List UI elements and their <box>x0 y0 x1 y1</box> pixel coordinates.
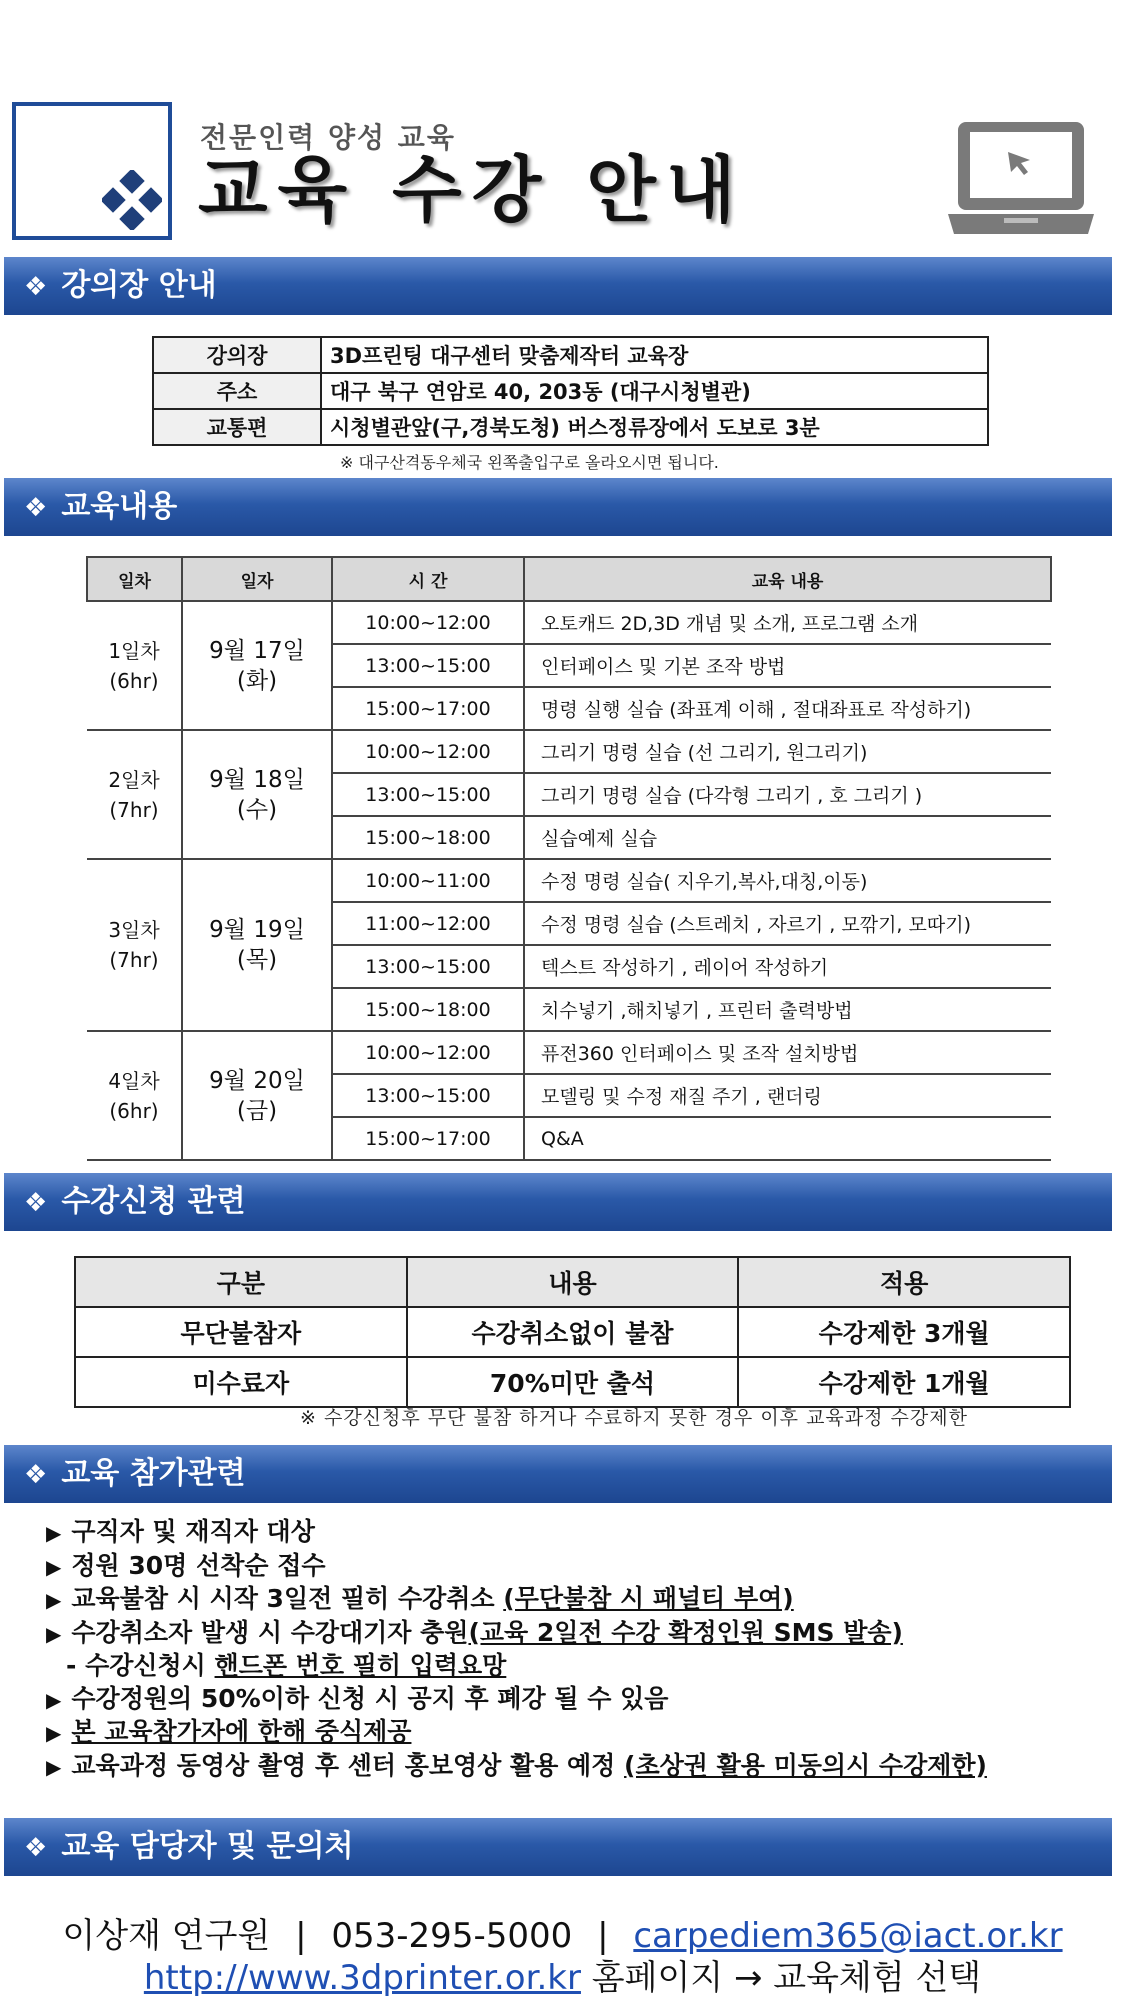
homepage-link[interactable]: http://www.3dprinter.or.kr <box>143 1958 581 1998</box>
column-header: 구분 <box>75 1257 407 1307</box>
section-bar-content <box>4 478 1112 536</box>
date-label: 9월 18일 <box>209 766 305 793</box>
list-item-text: 교육불참 시 시작 3일전 필히 수강취소 <box>71 1584 504 1613</box>
column-header: 시 간 <box>332 557 524 601</box>
content-cell: 그리기 명령 실습 (다각형 그리기 , 호 그리기 ) <box>524 773 1051 816</box>
day-cell <box>87 1031 182 1160</box>
list-item-text: (교육 2일전 수강 확정인원 SMS 발송) <box>468 1617 903 1647</box>
time-cell: 15:00~18:00 <box>332 816 524 859</box>
section-title: 수강신청 관련 <box>61 1184 246 1219</box>
list-item <box>46 1617 987 1651</box>
table-cell: 수강제한 3개월 <box>738 1307 1070 1357</box>
section-title: 교육 담당자 및 문의처 <box>61 1829 354 1864</box>
triangle-bullet-icon: ▶ <box>46 1588 62 1612</box>
diamond-bullet-icon <box>102 170 162 230</box>
table-cell: 강의장 <box>153 337 321 373</box>
content-cell: 퓨전360 인터페이스 및 조작 설치방법 <box>524 1031 1051 1074</box>
list-item-text: (초상권 활용 미동의시 수강제한) <box>624 1750 987 1780</box>
time-cell: 13:00~15:00 <box>332 773 524 816</box>
section-title: 강의장 안내 <box>61 268 217 303</box>
time-cell: 11:00~12:00 <box>332 902 524 945</box>
column-header: 적용 <box>738 1257 1070 1307</box>
list-item <box>46 1650 987 1683</box>
table-row <box>87 859 1051 902</box>
list-item <box>46 1583 987 1617</box>
table-header-row <box>87 557 1051 601</box>
table-cell: 교통편 <box>153 409 321 445</box>
table-cell: 무단불참자 <box>75 1307 407 1357</box>
list-item-text: - 수강신청시 <box>66 1651 215 1680</box>
list-item <box>46 1550 987 1584</box>
date-cell <box>182 730 332 859</box>
day-hours: (7hr) <box>109 948 159 972</box>
time-cell: 10:00~11:00 <box>332 859 524 902</box>
triangle-bullet-icon: ▶ <box>46 1687 62 1712</box>
content-cell: Q&A <box>524 1117 1051 1160</box>
content-cell: 모델링 및 수정 재질 주기 , 랜더링 <box>524 1074 1051 1117</box>
section-bar-registration <box>4 1173 1112 1231</box>
triangle-bullet-icon: ▶ <box>46 1754 62 1779</box>
content-cell: 그리기 명령 실습 (선 그리기, 원그리기) <box>524 730 1051 773</box>
list-item <box>46 1683 987 1717</box>
list-item-text: 핸드폰 번호 필히 입력요망 <box>214 1651 507 1680</box>
time-cell: 15:00~18:00 <box>332 988 524 1031</box>
time-cell: 15:00~17:00 <box>332 687 524 730</box>
separator: | <box>295 1916 307 1956</box>
list-item-text: 수강취소자 발생 시 수강대기자 충원 <box>71 1617 469 1647</box>
venue-note: ※ 대구산격동우체국 왼쪽출입구로 올라오시면 됩니다. <box>340 453 719 472</box>
section-bar-venue <box>4 257 1112 315</box>
date-cell <box>182 1031 332 1160</box>
schedule-table <box>86 556 1052 1161</box>
participation-list <box>46 1516 987 1783</box>
table-cell: 시청별관앞(구,경북도청) 버스정류장에서 도보로 3분 <box>321 409 988 445</box>
day-label: 4일차 <box>108 1068 160 1093</box>
table-cell: 대구 북구 연암로 40, 203동 (대구시청별관) <box>321 373 988 409</box>
time-cell: 13:00~15:00 <box>332 1074 524 1117</box>
table-row <box>153 373 988 409</box>
separator: | <box>597 1916 609 1956</box>
day-cell <box>87 730 182 859</box>
time-cell: 13:00~15:00 <box>332 644 524 687</box>
contact-phone: 053-295-5000 <box>331 1916 573 1956</box>
list-item-text: 구직자 및 재직자 대상 <box>71 1517 315 1546</box>
column-header: 일차 <box>87 557 182 601</box>
diamond-bullet-icon: ❖ <box>24 272 48 302</box>
content-cell: 텍스트 작성하기 , 레이어 작성하기 <box>524 945 1051 988</box>
diamond-bullet-icon: ❖ <box>24 1460 48 1490</box>
time-cell: 10:00~12:00 <box>332 1031 524 1074</box>
weekday-label: (목) <box>236 947 278 973</box>
day-label: 3일차 <box>108 918 160 942</box>
table-row <box>75 1357 1070 1407</box>
weekday-label: (금) <box>236 1097 278 1124</box>
table-row <box>87 1031 1051 1074</box>
table-row <box>153 409 988 445</box>
time-cell: 10:00~12:00 <box>332 601 524 644</box>
triangle-bullet-icon: ▶ <box>46 1521 62 1545</box>
day-cell <box>87 601 182 730</box>
section-bar-contact <box>4 1818 1112 1876</box>
weekday-label: (수) <box>236 796 278 823</box>
time-cell: 10:00~12:00 <box>332 730 524 773</box>
time-cell: 15:00~17:00 <box>332 1117 524 1160</box>
date-label: 9월 20일 <box>209 1067 305 1094</box>
table-row <box>87 601 1051 644</box>
weekday-label: (화) <box>236 667 278 694</box>
list-item-text: 본 교육참가자에 한해 중식제공 <box>71 1717 412 1746</box>
content-cell: 실습예제 실습 <box>524 816 1051 859</box>
diamond-bullet-icon: ❖ <box>24 1188 48 1218</box>
contact-name: 이상재 연구원 <box>62 1916 271 1956</box>
table-cell: 3D프린팅 대구센터 맞춤제작터 교육장 <box>321 337 988 373</box>
list-item <box>46 1716 987 1750</box>
column-header: 교육 내용 <box>524 557 1051 601</box>
section-title: 교육 참가관련 <box>61 1456 246 1491</box>
table-cell: 미수료자 <box>75 1357 407 1407</box>
table-row <box>75 1307 1070 1357</box>
day-label: 2일차 <box>108 767 160 792</box>
header-subtitle: 전문인력 양성 교육 <box>200 121 456 154</box>
list-item-text: 교육과정 동영상 촬영 후 센터 홍보영상 활용 예정 <box>71 1750 625 1780</box>
content-cell: 명령 실행 실습 (좌표계 이해 , 절대좌표로 작성하기) <box>524 687 1051 730</box>
homepage-instruction: 홈페이지 → 교육체험 선택 <box>591 1958 982 1998</box>
list-item-text: 정원 30명 선착순 접수 <box>71 1550 326 1580</box>
date-label: 9월 19일 <box>209 917 305 943</box>
venue-table <box>152 336 989 446</box>
table-row <box>87 730 1051 773</box>
table-cell: 수강제한 1개월 <box>738 1357 1070 1407</box>
day-label: 1일차 <box>108 638 160 663</box>
page-title: 교육 수강 안내 <box>198 148 746 232</box>
content-cell: 수정 명령 실습( 지우기,복사,대칭,이동) <box>524 859 1051 902</box>
table-row <box>153 337 988 373</box>
day-hours: (6hr) <box>109 668 159 693</box>
table-cell: 70%미만 출석 <box>407 1357 739 1407</box>
table-cell: 주소 <box>153 373 321 409</box>
table-cell: 수강취소없이 불참 <box>407 1307 739 1357</box>
content-cell: 수정 명령 실습 (스트레치 , 자르기 , 모깎기, 모따기) <box>524 902 1051 945</box>
triangle-bullet-icon: ▶ <box>46 1554 62 1579</box>
section-bar-participation <box>4 1445 1112 1503</box>
date-label: 9월 17일 <box>209 637 305 664</box>
table-header-row <box>75 1257 1070 1307</box>
content-cell: 오토캐드 2D,3D 개념 및 소개, 프로그램 소개 <box>524 601 1051 644</box>
homepage-line <box>0 1950 1125 1999</box>
list-item <box>46 1750 987 1784</box>
date-cell <box>182 601 332 730</box>
diamond-bullet-icon: ❖ <box>24 1833 48 1863</box>
diamond-bullet-icon: ❖ <box>24 493 48 523</box>
registration-note: ※ 수강신청후 무단 불참 하거나 수료하지 못한 경우 이후 교육과정 수강제한 <box>300 1407 968 1429</box>
triangle-bullet-icon: ▶ <box>46 1621 62 1646</box>
day-cell <box>87 859 182 1031</box>
email-link[interactable]: carpediem365@iact.or.kr <box>633 1916 1063 1956</box>
column-header: 일자 <box>182 557 332 601</box>
date-cell <box>182 859 332 1031</box>
content-cell: 치수넣기 ,해치넣기 , 프린터 출력방법 <box>524 988 1051 1031</box>
column-header: 내용 <box>407 1257 739 1307</box>
content-cell: 인터페이스 및 기본 조작 방법 <box>524 644 1051 687</box>
registration-table <box>74 1256 1071 1408</box>
list-item <box>46 1516 987 1550</box>
time-cell: 13:00~15:00 <box>332 945 524 988</box>
day-hours: (6hr) <box>109 1098 159 1123</box>
section-title: 교육내용 <box>61 489 178 524</box>
day-hours: (7hr) <box>109 797 159 822</box>
list-item-text: 수강정원의 50%이하 신청 시 공지 후 폐강 될 수 있음 <box>71 1683 669 1713</box>
laptop-icon <box>948 118 1094 236</box>
triangle-bullet-icon: ▶ <box>46 1721 62 1745</box>
list-item-text: (무단불참 시 패널티 부여) <box>503 1584 794 1613</box>
